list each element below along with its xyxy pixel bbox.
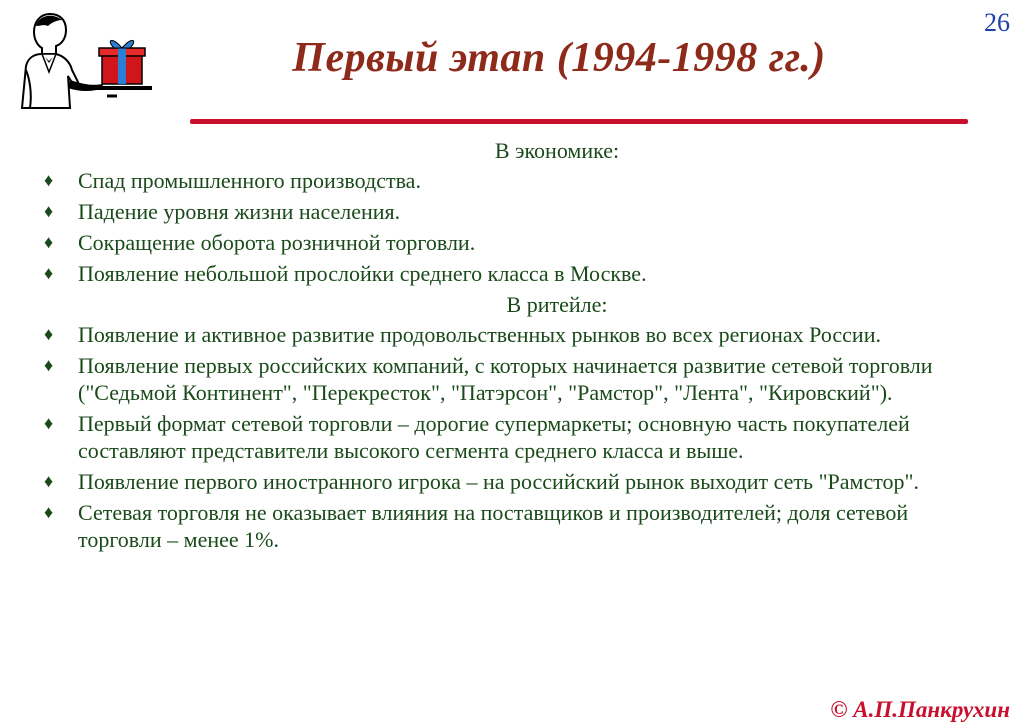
- diamond-bullet-icon: ♦: [44, 324, 54, 344]
- list-item: ♦ Появление и активное развитие продовольственных рынков во всех регионах России.: [44, 322, 881, 347]
- page-number: 26: [984, 8, 1010, 37]
- diamond-bullet-icon: ♦: [44, 170, 54, 190]
- diamond-bullet-icon: ♦: [44, 355, 54, 375]
- economy-heading: В экономике:: [494, 138, 620, 163]
- list-item: ♦ Появление небольшой прослойки среднего класса в Москве.: [44, 261, 647, 286]
- author-credit: [830, 697, 1010, 723]
- copyright-icon: ©: [830, 697, 848, 722]
- diamond-bullet-icon: ♦: [44, 232, 54, 252]
- slide-title: Первый этап (1994-1998 гг.): [292, 35, 826, 81]
- list-item: ♦ Появление первых российских компаний, с которых начинается развитие сетевой торговли ("Седьмой Континент", "Перекресток", "Патэрсон", "Рамстор", "Лента", "Кировский").: [44, 353, 933, 405]
- list-item: ♦ Появление первого иностранного игрока – на российский рынок выходит сеть "Рамстор".: [44, 469, 920, 494]
- diamond-bullet-icon: ♦: [44, 502, 54, 522]
- title-underline: [190, 119, 968, 124]
- waiter-clipart-icon: [12, 10, 152, 110]
- list-item: ♦ Сокращение оборота розничной торговли.: [44, 230, 476, 255]
- author-name: А.П.Панкрухин: [853, 697, 1010, 722]
- economy-list: [42, 167, 992, 287]
- slide-content: [42, 137, 992, 557]
- diamond-bullet-icon: ♦: [44, 471, 54, 491]
- retail-heading: В ритейле:: [506, 292, 608, 317]
- diamond-bullet-icon: ♦: [44, 263, 54, 283]
- list-item: ♦ Сетевая торговля не оказывает влияния на поставщиков и производителей; доля сетевой торговли – менее 1%.: [44, 500, 909, 552]
- list-item: ♦ Первый формат сетевой торговли – дорогие супермаркеты; основную часть покупателей составляют представители высокого сегмента среднего класса и выше.: [44, 411, 910, 463]
- list-item: ♦ Спад промышленного производства.: [44, 168, 421, 193]
- list-item: ♦ Падение уровня жизни населения.: [44, 199, 401, 224]
- diamond-bullet-icon: ♦: [44, 413, 54, 433]
- diamond-bullet-icon: ♦: [44, 201, 54, 221]
- retail-list: [42, 321, 992, 553]
